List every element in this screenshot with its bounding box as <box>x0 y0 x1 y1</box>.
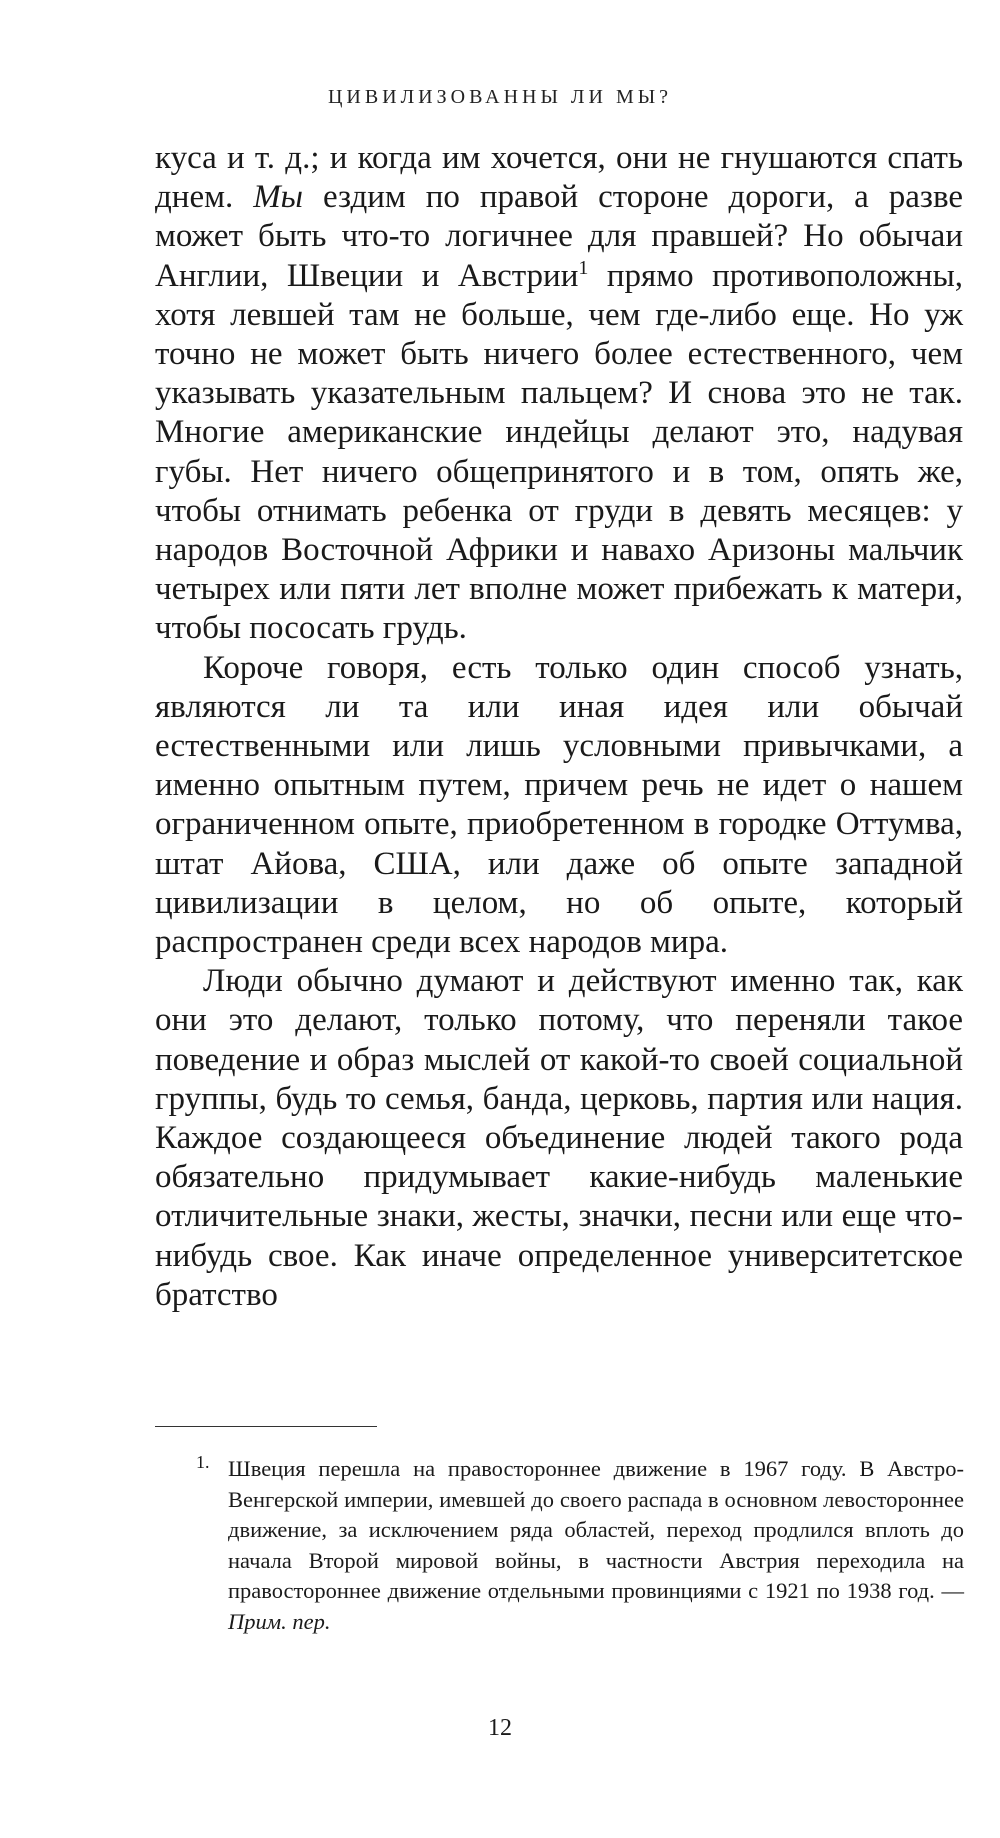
paragraph-1-part-1: куса и т. д.; и когда им хочется, они не гнушаются спать днем. <box>155 140 963 216</box>
paragraph-2: Короче говоря, есть только один способ узнать, являются ли та или иная идея или обычай естественными или лишь условными привычками, а именно опытным путем, причем речь не идет о нашем ограниченном опыте, приобретенном в городке Оттумва, штат Айова, США, или даже об опыте западной цивилизации в целом, но об опыте, который распространен среди всех народов мира. <box>155 649 963 961</box>
page-number: 12 <box>488 1715 512 1741</box>
paragraph-1-italic: Мы <box>253 179 304 216</box>
footnote-text: Швеция перешла на правостороннее движение в 1967 году. В Австро-Венгерской империи, имевшей до своего распада в основном левостороннее движение, за исключением ряда областей, переход продлился вплоть до начала Второй мировой войны, в частности Австрия переходила на правостороннее движение отдельными провинциями с 1921 по 1938 год. — <box>228 1456 964 1603</box>
footnote-reference[interactable]: 1 <box>578 256 589 279</box>
paragraph-1 <box>155 139 963 649</box>
paragraph-3: Люди обычно думают и действуют именно так, как они это делают, только потому, что переняли такое поведение и образ мыслей от какой-то своей социальной группы, будь то семья, банда, церковь, партия или нация. Каждое создающееся объединение людей такого рода обязательно придумывает какие-нибудь маленькие отличительные знаки, жесты, значки, песни или еще что-нибудь свое. Как иначе определенное университетское братство <box>155 963 963 1313</box>
paragraph-1-part-2: ездим по правой стороне дороги, а разве может быть что-то логичнее для правшей? Но обычаи Англии, Швеции и Австрии <box>155 179 963 294</box>
footnote <box>228 1454 964 1637</box>
main-text <box>155 139 963 1315</box>
footnote-divider <box>155 1426 377 1427</box>
footnote-italic: Прим. пер. <box>228 1608 331 1634</box>
running-head: ЦИВИЛИЗОВАННЫ ЛИ МЫ? <box>327 86 673 108</box>
paragraph-1-part-3: прямо противоположны, хотя левшей там не больше, чем где-либо еще. Но уж точно не может быть ничего более естественного, чем указывать указательным пальцем? И снова это не так. Многие американские индейцы делают это, надувая губы. Нет ничего общепринятого и в том, опять же, чтобы отнимать ребенка от груди в девять месяцев: у народов Восточной Африки и навахо Аризоны мальчик четырех или пяти лет вполне может прибежать к матери, чтобы пососать грудь. <box>155 257 963 647</box>
footnote-marker: 1. <box>196 1452 210 1472</box>
